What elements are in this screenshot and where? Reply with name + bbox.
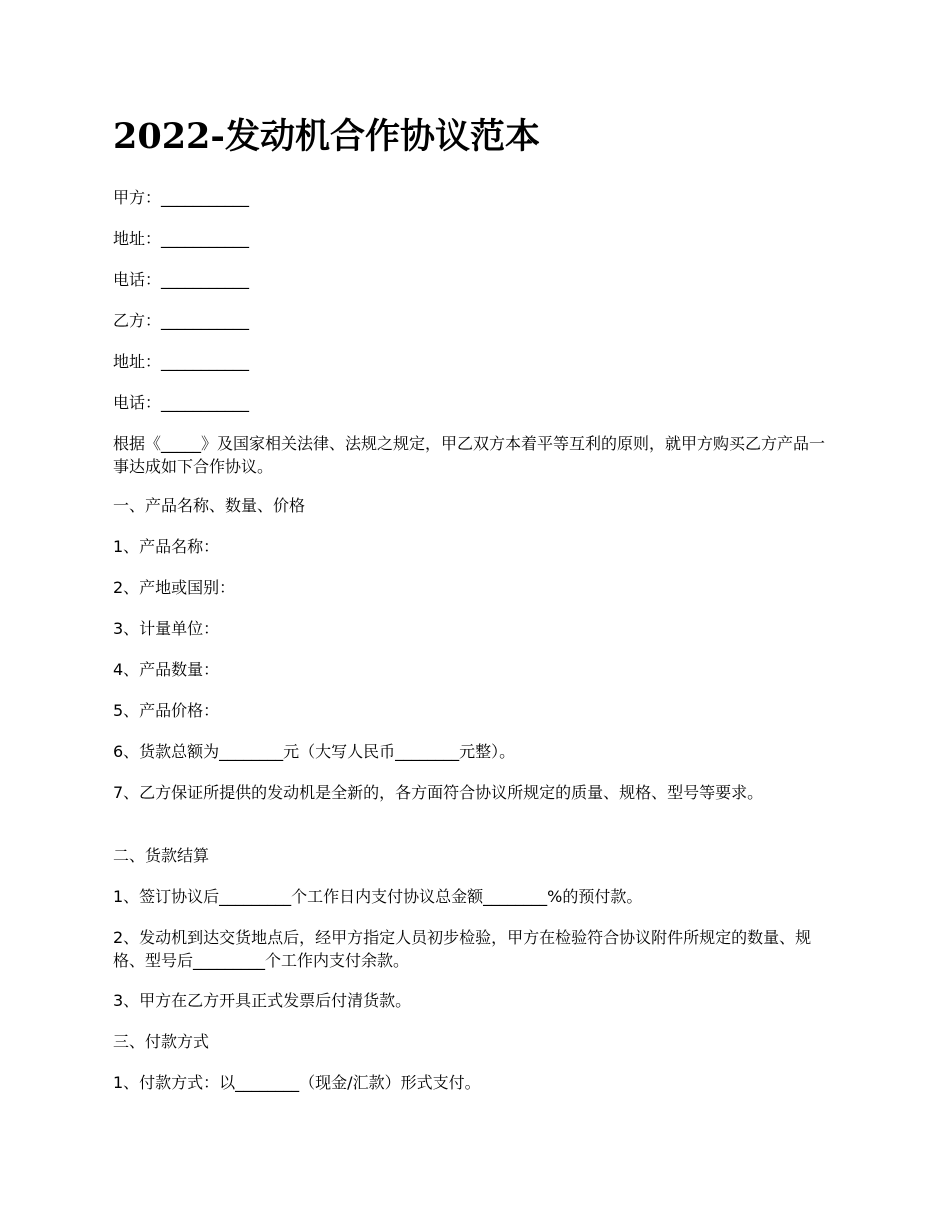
section-1-item-2: 2、产地或国别： [113,578,236,597]
preamble-paragraph: 根据《_____》及国家相关法律、法规之规定，甲乙双方本着平等互利的原则，就甲方购买乙方产品一事达成如下合作协议。 [113,434,826,476]
party-b-phone-field: 电话：___________ [113,393,250,412]
section-2-item-1: 1、签订协议后_________个工作日内支付协议总金额________%的预付款。 [113,887,643,906]
section-2-item-3: 3、甲方在乙方开具正式发票后付清货款。 [113,991,412,1010]
section-1-item-6: 6、货款总额为________元（大写人民币________元整）。 [113,742,516,761]
party-a-field: 甲方：___________ [113,188,250,207]
document-title: 2022-发动机合作协议范本 [113,116,540,157]
party-a-address-field: 地址：___________ [113,229,250,248]
section-1-item-1: 1、产品名称： [113,537,220,556]
section-2-item-2: 2、发动机到达交货地点后，经甲方指定人员初步检验，甲方在检验符合协议附件所规定的数量、规格、型号后_________个工作内支付余款。 [113,928,812,970]
party-b-field: 乙方：___________ [113,311,250,330]
party-a-phone-field: 电话：___________ [113,270,250,289]
section-1-item-7: 7、乙方保证所提供的发动机是全新的，各方面符合协议所规定的质量、规格、型号等要求。 [113,783,764,802]
section-1-item-3: 3、计量单位： [113,619,220,638]
section-1-item-4: 4、产品数量： [113,660,220,679]
section-1-item-5: 5、产品价格： [113,701,220,720]
section-3-heading: 三、付款方式 [113,1032,210,1051]
section-3-item-1: 1、付款方式：以________（现金/汇款）形式支付。 [113,1073,481,1092]
section-1-heading: 一、产品名称、数量、价格 [113,496,306,515]
party-b-address-field: 地址：___________ [113,352,250,371]
section-2-heading: 二、货款结算 [113,846,210,865]
